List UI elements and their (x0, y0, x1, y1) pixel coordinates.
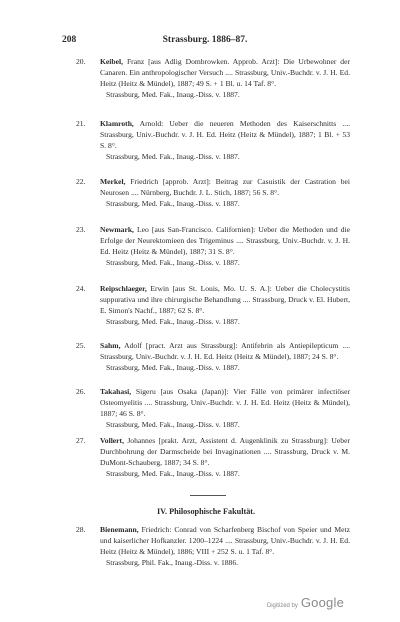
entry-25 (62, 340, 350, 373)
author-name: Keibel, (100, 57, 123, 66)
author-name: Bienemann, (100, 525, 139, 534)
entry-number: 24. (76, 284, 86, 293)
page-number: 208 (62, 35, 77, 45)
citation-text: Johannes [prakt. Arzt, Assistent d. Augenklinik zu Strassburg]: Ueber Durchbohrung der Darmscheide bei Invaginationen .... Strassburg, Druck v. M. DuMont-Schauberg, 1887; 34 S. 8°. (100, 436, 350, 467)
google-logo: Google (300, 595, 344, 610)
digitized-by-google-watermark (267, 595, 344, 610)
entry-number: 28. (76, 525, 86, 534)
entry-citation (100, 118, 350, 151)
entry-number: 26. (76, 387, 86, 396)
entry-citation (100, 524, 350, 557)
entry-28 (62, 524, 350, 568)
page-header (62, 35, 348, 45)
dissertation-note: Strassburg, Med. Fak., Inaug.-Diss. v. 1887. (106, 363, 240, 372)
entry-22 (62, 176, 350, 209)
author-name: Vollert, (100, 436, 124, 445)
entry-number: 20. (76, 57, 86, 66)
entry-21 (62, 118, 350, 162)
entry-27 (62, 435, 350, 479)
entry-23 (62, 224, 350, 268)
entry-number: 23. (76, 225, 86, 234)
dissertation-note: Strassburg, Med. Fak., Inaug.-Diss. v. 1887. (106, 420, 240, 429)
dissertation-note: Strassburg, Med. Fak., Inaug.-Diss. v. 1887. (106, 199, 240, 208)
entry-20 (62, 56, 350, 100)
citation-text: Arnold: Ueber die neueren Methoden des Kaiserschnitts .... Strassburg, Univ.-Buchdr. v. J. H. Ed. Heitz (Heitz & Mündel), 1887; 1 Bl. + 53 S. 8°. (100, 119, 350, 150)
dissertation-note: Strassburg, Med. Fak., Inaug.-Diss. v. 1887. (106, 258, 240, 267)
section-divider (190, 495, 226, 496)
author-name: Klamroth, (100, 119, 134, 128)
dissertation-note: Strassburg, Phil. Fak., Inaug.-Diss. v. 1886. (106, 558, 239, 567)
citation-text: Friedrich: Conrad von Scharfenberg Bischof von Speier und Metz und kaiserlicher Hofkanzler. 1200–1224 .... Strassburg, Univ.-Buchdr. v. J. H. Ed. Heitz (Heitz & Mündel), 1886; VIII + 252 S. u. 1 Taf. 8°. (100, 525, 350, 556)
entry-24 (62, 283, 350, 327)
entry-26 (62, 386, 350, 430)
citation-text: Franz [aus Adlig Dombrowken. Approb. Arzt]: Die Urbewohner der Canaren. Ein anthropologischer Versuch .... Strassburg, Univ.-Buchdr. v. J. H. Ed. Heitz (Heitz & Mündel), 1887; 49 S. + 1 Bl. u. 14 Taf. 8°. (100, 57, 350, 88)
entry-number: 21. (76, 119, 86, 128)
citation-text: Erwin [aus St. Louis, Mo. U. S. A.]: Ueber die Cholecystitis suppurativa und ihre chirurgische Behandlung .... Strassburg, Druck v. El. Hubert, E. Simon's Nachf., 1887; 62 S. 8°. (100, 284, 350, 315)
entry-citation (100, 435, 350, 468)
citation-text: Leo [aus San-Francisco. Californien]: Ueber die Methoden und die Erfolge der Neurektomieen des Trigeminus .... Strassburg, Univ.-Buchdr. v. J. H. Ed. Heitz (Heitz & Mündel), 1887; 31 S. 8°. (100, 225, 350, 256)
author-name: Merkel, (100, 177, 126, 186)
author-name: Takahasi, (100, 387, 132, 396)
entry-citation (100, 56, 350, 89)
entry-citation (100, 283, 350, 316)
dissertation-note: Strassburg, Med. Fak., Inaug.-Diss. v. 1887. (106, 152, 240, 161)
citation-text: Sigeru [aus Osaka (Japan)]: Vier Fälle von primärer infectiöser Osteomyelitis .... Strassburg, Univ.-Buchdr. v. J. H. Ed. Heitz (Heitz & Mündel), 1887; 46 S. 8°. (100, 387, 350, 418)
author-name: Sahm, (100, 341, 121, 350)
watermark-prefix: Digitized by (266, 603, 298, 609)
dissertation-note: Strassburg, Med. Fak., Inaug.-Diss. v. 1887. (106, 90, 240, 99)
entry-number: 22. (76, 177, 86, 186)
author-name: Newmark, (100, 225, 134, 234)
citation-text: Adolf [pract. Arzt aus Strassburg]: Antifebrin als Antiepilepticum .... Strassburg, Univ.-Buchdr. v. J. H. Ed. Heitz (Heitz & Mündel), 1887; 24 S. 8°. (100, 341, 350, 361)
entry-citation (100, 224, 350, 257)
entry-citation (100, 176, 350, 198)
dissertation-note: Strassburg, Med. Fak., Inaug.-Diss. v. 1887. (106, 469, 240, 478)
citation-text: Friedrich [approb. Arzt]: Beitrag zur Casuistik der Castration bei Neurosen .... Nürnberg, Buchdr. J. L. Stich, 1887; 56 S. 8°. (100, 177, 350, 197)
running-title: Strassburg. 1886–87. (162, 35, 248, 45)
entry-number: 27. (76, 436, 86, 445)
author-name: Reipschlaeger, (100, 284, 147, 293)
section-heading: IV. Philosophische Fakultät. (156, 507, 256, 516)
entry-citation (100, 386, 350, 419)
entry-number: 25. (76, 341, 86, 350)
entry-citation (100, 340, 350, 362)
dissertation-note: Strassburg, Med. Fak., Inaug.-Diss. v. 1887. (106, 317, 240, 326)
